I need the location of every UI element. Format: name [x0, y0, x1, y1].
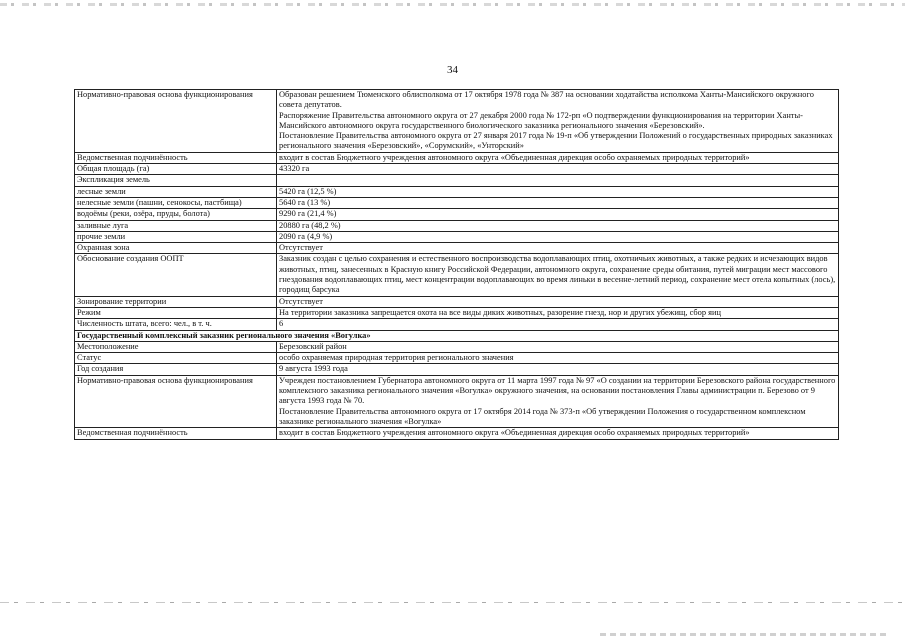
row-label: Местоположение [75, 341, 277, 352]
row-label: Экспликация земель [75, 175, 277, 186]
row-label: Охранная зона [75, 243, 277, 254]
row-label: Обоснование создания ООПТ [75, 254, 277, 296]
table-row [75, 209, 839, 220]
value-paragraph: Постановление Правительства автономного округа от 17 октября 2014 года № 373-п «Об утверждении Положения о государственном комплексном заказнике регионального значения «Вогулка» [279, 406, 806, 426]
row-label: лесные земли [75, 186, 277, 197]
row-label: Нормативно-правовая основа функционирования [75, 375, 277, 427]
row-value: 20880 га (48,2 %) [277, 220, 839, 231]
value-paragraph: Образован решением Тюменского облисполкома от 17 октября 1978 года № 387 на основании ходатайства исполкома Ханты-Мансийского окружного совета депутатов. [279, 90, 814, 110]
row-label: Год создания [75, 364, 277, 375]
row-value: 9290 га (21,4 %) [277, 209, 839, 220]
table-row [75, 254, 839, 296]
row-value: Отсутствует [277, 243, 839, 254]
row-label: Ведомственная подчинённость [75, 152, 277, 163]
row-label: Общая площадь (га) [75, 164, 277, 175]
table-row [75, 353, 839, 364]
row-value: 9 августа 1993 года [277, 364, 839, 375]
table-row [75, 319, 839, 330]
table-row [75, 231, 839, 242]
table-row [75, 175, 839, 186]
table-row [75, 220, 839, 231]
row-value: 43320 га [277, 164, 839, 175]
scan-artifact-corner [600, 633, 890, 636]
table-row [75, 186, 839, 197]
row-label: Режим [75, 307, 277, 318]
table-row [75, 428, 839, 439]
row-value: входит в состав Бюджетного учреждения автономного округа «Объединенная дирекция особо охраняемых природных территорий» [277, 152, 839, 163]
row-label: нелесные земли (пашни, сенокосы, пастбища) [75, 197, 277, 208]
row-value: особо охраняемая природная территория регионального значения [277, 353, 839, 364]
row-value: 5420 га (12,5 %) [277, 186, 839, 197]
table-row [75, 152, 839, 163]
section-title: Государственный комплексный заказник регионального значения «Вогулка» [75, 330, 839, 341]
value-paragraph: Учрежден постановлением Губернатора автономного округа от 11 марта 1997 года № 97 «О создании на территории Березовского района государственного комплексного заказника регионального значения «Вогулка» окружного значения, на основании постановления Главы администрации п. Березово от 9 августа 1993 года № 70. [279, 375, 836, 406]
value-paragraph: Постановление Правительства автономного округа от 27 января 2017 года № 19-п «Об утверждении Положений о государственных природных заказниках регионального значения «Березовский», «Сорумский», «Унторский» [279, 131, 833, 151]
row-label: Численность штата, всего: чел., в т. ч. [75, 319, 277, 330]
row-value: Березовский район [277, 341, 839, 352]
row-value: Отсутствует [277, 296, 839, 307]
row-value [277, 90, 839, 153]
row-value: 5640 га (13 %) [277, 197, 839, 208]
table-row [75, 341, 839, 352]
row-label: Зонирование территории [75, 296, 277, 307]
table-row [75, 375, 839, 427]
row-label: водоёмы (реки, озёра, пруды, болота) [75, 209, 277, 220]
table-row [75, 243, 839, 254]
scan-artifact-top [0, 3, 905, 6]
scan-artifact-bottom [0, 602, 905, 603]
row-value: 2090 га (4,9 %) [277, 231, 839, 242]
value-paragraph: Распоряжение Правительства автономного округа от 27 декабря 2000 года № 172-рп «О подтверждении функционирования на территории Ханты-Мансийского автономного округа государственного биологического заказника регионального значения «Березовский». [279, 110, 803, 130]
row-value: На территории заказника запрещается охота на все виды диких животных, разорение гнезд, нор и других убежищ, сбор яиц [277, 307, 839, 318]
table-row [75, 296, 839, 307]
table-row [75, 164, 839, 175]
row-value [277, 175, 839, 186]
page-number: 34 [447, 64, 458, 76]
row-value: 6 [277, 319, 839, 330]
row-label: Ведомственная подчинённость [75, 428, 277, 439]
table-row [75, 364, 839, 375]
row-value [277, 375, 839, 427]
table-row [75, 90, 839, 153]
row-label: заливные луга [75, 220, 277, 231]
row-value: Заказник создан с целью сохранения и естественного воспроизводства водоплавающих птиц, охотничьих животных, а также редких и исчезающих видов животных, птиц, занесенных в Красную книгу Российской Федерации, автономного округа, сохранение среды обитания, путей миграции мест массового гнездования водоплавающих птиц, мест концентрации водоплавающих во время линьки в весенне-летний период, сохранение мест отела копытных (лось), городищ барсука [277, 254, 839, 296]
table-row [75, 197, 839, 208]
row-label: прочие земли [75, 231, 277, 242]
row-label: Нормативно-правовая основа функционирования [75, 90, 277, 153]
reserve-info-table [74, 89, 839, 440]
table-row [75, 307, 839, 318]
section-header-row [75, 330, 839, 341]
row-value: входит в состав Бюджетного учреждения автономного округа «Объединенная дирекция особо охраняемых природных территорий» [277, 428, 839, 439]
row-label: Статус [75, 353, 277, 364]
